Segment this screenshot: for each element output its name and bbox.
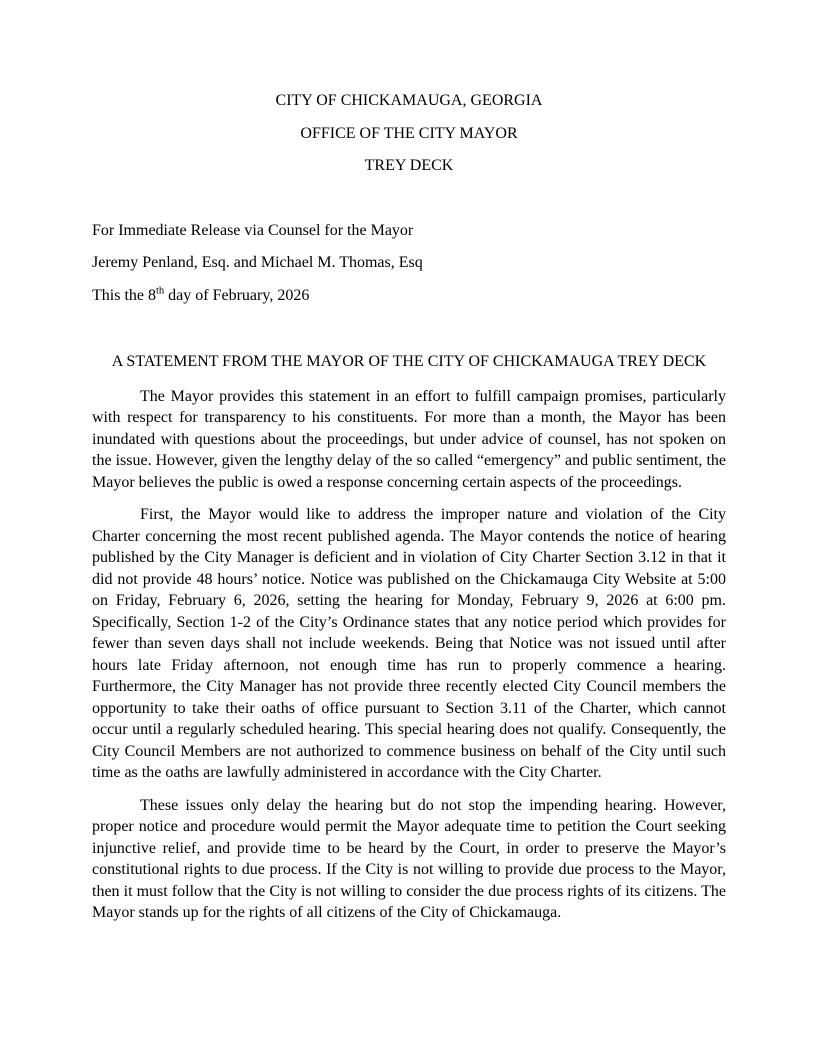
- statement-heading: A STATEMENT FROM THE MAYOR OF THE CITY OF CHICKAMAUGA TREY DECK: [111, 353, 707, 370]
- paragraph-charter-violations: First, the Mayor would like to address the improper nature and violation of the City Charter concerning the most recent published agenda. The Mayor contends the notice of hearing published by the City Manager is deficient and in violation of City Charter Section 3.12 in that it did not provide 48 hours’ notice. Notice was published on the Chickamauga City Website at 5:00 on Friday, February 6, 2026, setting the hearing for Monday, February 9, 2026 at 6:00 pm. Specifically, Section 1-2 of the City’s Ordinance states that any notice period which provides for fewer than seven days shall not include weekends. Being that Notice was not issued until after hours late Friday afternoon, not enough time has run to properly commence a hearing. Furthermore, the City Manager has not provide three recently elected City Council members the opportunity to take their oaths of office pursuant to Section 3.11 of the Charter, which cannot occur until a regularly scheduled hearing. This special hearing does not qualify. Consequently, the City Council Members are not authorized to commence business on behalf of the City until such time as the oaths are lawfully administered in accordance with the City Charter.: [92, 506, 726, 781]
- letterhead-office-line: OFFICE OF THE CITY MAYOR: [300, 124, 518, 142]
- letterhead-city-line: CITY OF CHICKAMAUGA, GEORGIA: [275, 92, 543, 109]
- date-line: [92, 280, 726, 313]
- release-info-block: [92, 215, 726, 313]
- release-statement-line: For Immediate Release via Counsel for the Mayor: [92, 221, 414, 239]
- date-ordinal-superscript: th: [156, 285, 165, 297]
- letterhead-mayor-name-line: TREY DECK: [364, 157, 454, 174]
- attorneys-line: Jeremy Penland, Esq. and Michael M. Thomas, Esq: [92, 254, 423, 271]
- date-line-text-before: This the 8: [92, 286, 156, 304]
- paragraph-introduction: The Mayor provides this statement in an effort to fulfill campaign promises, particularly with respect for transparency to his constituents. For more than a month, the Mayor has been inundated with questions about the proceedings, but under advice of counsel, has not spoken on the issue. However, given the lengthy delay of the so called “emergency” and public sentiment, the Mayor believes the public is owed a response concerning certain aspects of the proceedings.: [92, 387, 726, 491]
- date-line-text-after: day of February, 2026: [164, 286, 310, 304]
- paragraph-due-process: These issues only delay the hearing but do not stop the impending hearing. However, proper notice and procedure would permit the Mayor adequate time to petition the Court seeking injunctive relief, and provide time to be heard by the Court, in order to preserve the Mayor’s constitutional rights to due process. If the City is not willing to provide due process to the Mayor, then it must follow that the City is not willing to consider the due process rights of its citizens. The Mayor stands up for the rights of all citizens of the City of Chickamauga.: [92, 796, 726, 921]
- letterhead: [92, 85, 726, 183]
